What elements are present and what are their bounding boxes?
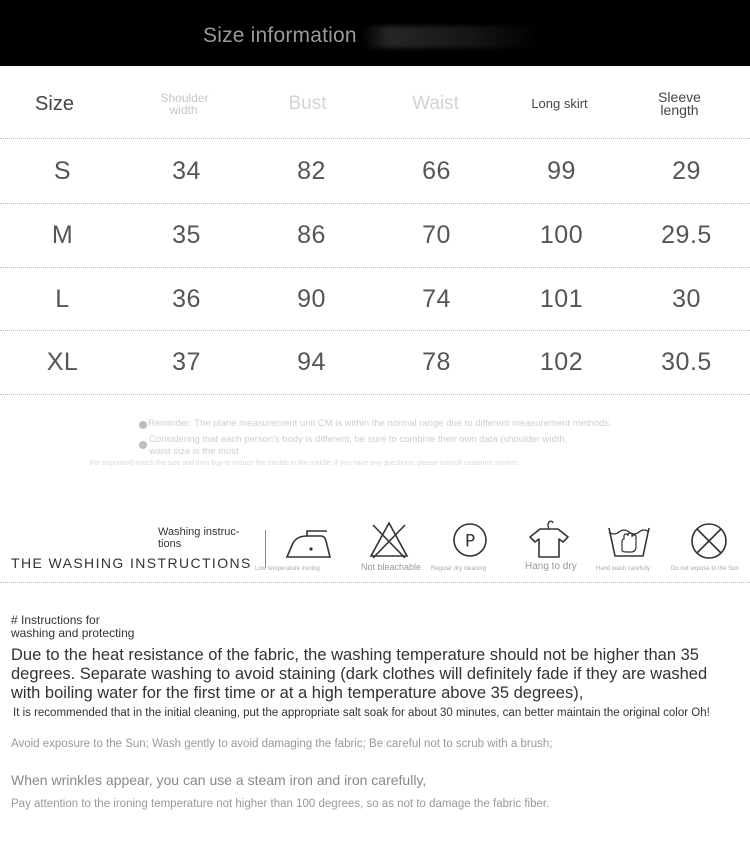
- icon-caption: Regular dry cleaning: [431, 566, 487, 572]
- banner-title: Size information: [203, 24, 357, 47]
- banner-watermark-smear: [362, 26, 542, 48]
- hand-wash-icon: [606, 522, 652, 560]
- title-banner: [0, 0, 750, 66]
- instructions-avoid-sun: Avoid exposure to the Sun; Wash gently to avoid damaging the fabric; Be careful not to scrub with a brush;: [11, 738, 553, 750]
- dry-clean-p-icon: [452, 522, 488, 558]
- size-cell: L: [55, 285, 70, 313]
- reminder-bullet: [139, 421, 147, 429]
- sleeve-cell: 30.5: [661, 348, 712, 376]
- waist-cell: 66: [422, 157, 451, 185]
- instructions-main-paragraph: Due to the heat resistance of the fabric, the washing temperature should not be higher than 35 degrees. Separate washing to avoid staining (dark clothes will definitely fade if they are washed with boiling water for the first time or at a high temperature above 35 degrees),: [11, 646, 708, 702]
- reminder-line: Reminder: The plane measurement unit CM is within the normal range due to different measurement methods.: [148, 418, 612, 429]
- table-row: [0, 204, 750, 267]
- long-skirt-cell: 100: [539, 221, 584, 249]
- reminder-note: For important) watch the size and then buy to reduce the trouble in the middle, if you have any questions, please consult customer service.: [90, 460, 519, 467]
- washing-heading: THE WASHING INSTRUCTIONS: [11, 555, 252, 571]
- shoulder-cell: 36: [172, 285, 201, 313]
- waist-cell: 78: [422, 348, 451, 376]
- svg-text:P: P: [464, 531, 476, 552]
- instructions-wrinkles: When wrinkles appear, you can use a steam iron and iron carefully,: [11, 772, 427, 788]
- table-row: [0, 331, 750, 394]
- size-cell: XL: [46, 348, 79, 376]
- table-row: [0, 268, 750, 331]
- header-bust: Bust: [288, 93, 327, 114]
- no-bleach-icon: [368, 520, 410, 560]
- header-size: Size: [35, 93, 74, 115]
- sleeve-cell: 29.5: [661, 221, 712, 249]
- bust-cell: 86: [297, 221, 326, 249]
- shoulder-cell: 37: [172, 348, 201, 376]
- icon-caption: Hang to dry: [525, 561, 577, 572]
- no-sun-icon: [690, 522, 728, 560]
- icon-caption: Low temperature ironing: [255, 566, 320, 572]
- reminder-bullet: [139, 441, 147, 449]
- size-cell: S: [53, 157, 72, 185]
- shoulder-cell: 35: [172, 221, 201, 249]
- icon-caption: Not bleachable: [361, 562, 422, 572]
- size-cell: M: [51, 221, 74, 249]
- reminder-line: waist size is the most: [149, 446, 239, 457]
- header-long-skirt: Long skirt: [531, 96, 588, 111]
- long-skirt-cell: 102: [539, 348, 584, 376]
- sleeve-cell: 30: [672, 285, 701, 313]
- bust-cell: 90: [297, 285, 326, 313]
- long-skirt-cell: 101: [539, 285, 584, 313]
- waist-cell: 74: [422, 285, 451, 313]
- bust-cell: 94: [297, 348, 326, 376]
- header-waist: Waist: [412, 93, 459, 114]
- icon-caption: Do not expose to the Sun: [671, 566, 739, 572]
- washing-divider: [265, 530, 266, 568]
- iron-icon: [285, 527, 333, 561]
- header-sleeve-length: Sleeve length: [658, 89, 701, 118]
- instructions-salt-soak: It is recommended that in the initial cleaning, put the appropriate salt soak for about 30 minutes, can better maintain the original color Oh!: [13, 707, 710, 719]
- hang-dry-icon: [526, 517, 572, 561]
- washing-rule: [0, 582, 750, 583]
- icon-caption: Hand wash carefully: [596, 566, 651, 572]
- table-row: [0, 140, 750, 203]
- waist-cell: 70: [422, 221, 451, 249]
- sleeve-cell: 29: [672, 157, 701, 185]
- reminder-line: Considering that each person's body is different, be sure to combine their own data (shoulder width,: [149, 434, 568, 445]
- instructions-heading: # Instructions for washing and protecting: [11, 613, 135, 640]
- size-table-header: [0, 70, 750, 138]
- table-rule: [0, 138, 750, 139]
- long-skirt-cell: 99: [547, 157, 576, 185]
- table-rule: [0, 394, 750, 395]
- bust-cell: 82: [297, 157, 326, 185]
- shoulder-cell: 34: [172, 157, 201, 185]
- instructions-ironing-temp: Pay attention to the ironing temperature not higher than 100 degrees, so as not to damage the fabric fiber.: [11, 798, 550, 810]
- header-shoulder-width: Shoulder width: [160, 91, 209, 117]
- washing-label: Washing instruc- tions: [158, 526, 240, 550]
